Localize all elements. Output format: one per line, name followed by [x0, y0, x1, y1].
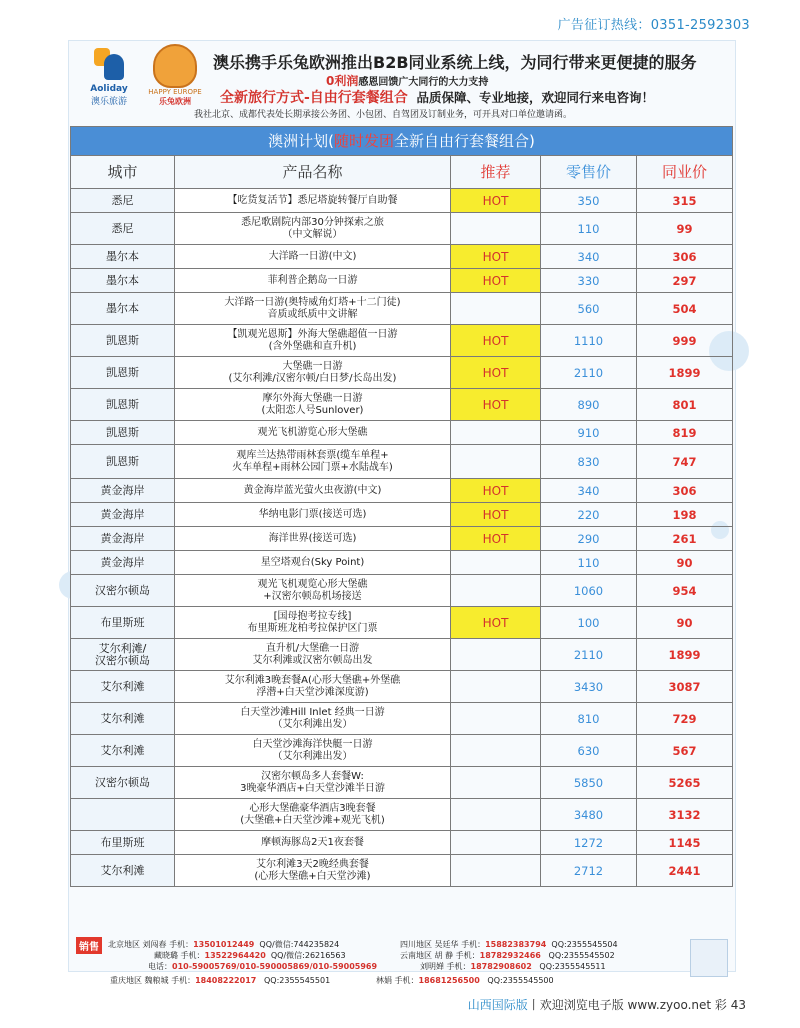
product-cell: 观光飞机游览心形大堡礁: [175, 421, 451, 445]
city-cell: 艾尔利滩: [71, 671, 175, 703]
col-retail: 零售价: [541, 156, 637, 189]
product-cell: 黄金海岸蓝光萤火虫夜游(中文): [175, 479, 451, 503]
retail-price-cell: 1272: [541, 831, 637, 855]
table-row: [71, 831, 733, 855]
trade-price-cell: 315: [637, 189, 733, 213]
product-cell: 菲利普企鹅岛一日游: [175, 269, 451, 293]
contact-line: 林娟 手机：18681256500 QQ:2355545500: [376, 976, 554, 985]
recommend-cell: HOT: [451, 357, 541, 389]
retail-price-cell: 1110: [541, 325, 637, 357]
table-row: [71, 767, 733, 799]
contact-line: 四川地区 吴廷华 手机：15882383794 QQ:2355545504: [400, 940, 618, 949]
table-row: [71, 189, 733, 213]
retail-price-cell: 340: [541, 245, 637, 269]
recommend-cell: [451, 855, 541, 887]
sales-tag: 销售: [76, 937, 102, 954]
headline: 澳乐携手乐兔欧洲推出B2B同业系统上线，为同行带来更便捷的服务: [213, 53, 697, 72]
happy-europe-logo: HAPPY EUROPE 乐兔欧洲: [146, 44, 204, 107]
city-cell: 凯恩斯: [71, 357, 175, 389]
table-row: [71, 389, 733, 421]
col-recommend: 推荐: [451, 156, 541, 189]
recommend-cell: [451, 831, 541, 855]
city-cell: 墨尔本: [71, 245, 175, 269]
trade-price-cell: 306: [637, 245, 733, 269]
contact-line: 刘明婵 手机：18782908602 QQ:2355545511: [420, 962, 606, 971]
table-row: [71, 607, 733, 639]
recommend-cell: HOT: [451, 607, 541, 639]
product-cell: 大堡礁一日游 (艾尔利滩/汉密尔顿/白日梦/长岛出发): [175, 357, 451, 389]
product-cell: 观光飞机观览心形大堡礁 +汉密尔顿岛机场接送: [175, 575, 451, 607]
trade-price-cell: 1145: [637, 831, 733, 855]
retail-price-cell: 910: [541, 421, 637, 445]
product-cell: 观库兰达热带雨林套票(缆车单程+ 火车单程+雨林公园门票+水陆战车): [175, 445, 451, 479]
trade-price-cell: 297: [637, 269, 733, 293]
trade-price-cell: 90: [637, 551, 733, 575]
slogan: 全新旅行方式-自由行套餐组合 品质保障、专业地接，欢迎同行来电咨询！: [220, 90, 655, 106]
city-cell: 艾尔利滩/ 汉密尔顿岛: [71, 639, 175, 671]
trade-price-cell: 747: [637, 445, 733, 479]
product-cell: 直升机/大堡礁一日游 艾尔利滩或汉密尔顿岛出发: [175, 639, 451, 671]
retail-price-cell: 5850: [541, 767, 637, 799]
hotline: 广告征订热线：0351-2592303: [557, 18, 750, 33]
table-row: [71, 703, 733, 735]
table-row: [71, 671, 733, 703]
table-row: [71, 213, 733, 245]
table-title: 澳洲计划(随时发团全新自由行套餐组合): [71, 127, 733, 156]
contact-line: 重庆地区 魏粮城 手机：18408222017 QQ:2355545501: [110, 976, 331, 985]
trade-price-cell: 5265: [637, 767, 733, 799]
trade-price-cell: 3132: [637, 799, 733, 831]
recommend-cell: [451, 213, 541, 245]
trade-price-cell: 198: [637, 503, 733, 527]
retail-price-cell: 890: [541, 389, 637, 421]
retail-price-cell: 2110: [541, 639, 637, 671]
product-cell: 摩顿海豚岛2天1夜套餐: [175, 831, 451, 855]
city-cell: 黄金海岸: [71, 503, 175, 527]
recommend-cell: HOT: [451, 479, 541, 503]
company-badge-icon: [690, 939, 728, 977]
retail-price-cell: 220: [541, 503, 637, 527]
retail-price-cell: 330: [541, 269, 637, 293]
trade-price-cell: 1899: [637, 357, 733, 389]
city-cell: 布里斯班: [71, 831, 175, 855]
product-cell: 白天堂沙滩海洋快艇一日游 （艾尔利滩出发）: [175, 735, 451, 767]
table-row: [71, 639, 733, 671]
recommend-cell: [451, 575, 541, 607]
trade-price-cell: 261: [637, 527, 733, 551]
product-cell: 星空塔观台(Sky Point): [175, 551, 451, 575]
city-cell: 凯恩斯: [71, 445, 175, 479]
product-cell: 海洋世界(接送可选): [175, 527, 451, 551]
trade-price-cell: 999: [637, 325, 733, 357]
trade-price-cell: 504: [637, 293, 733, 325]
city-cell: 艾尔利滩: [71, 855, 175, 887]
city-cell: 汉密尔顿岛: [71, 767, 175, 799]
subheadline: 0利润感恩回馈广大同行的大力支持: [326, 74, 489, 88]
trade-price-cell: 954: [637, 575, 733, 607]
trade-price-cell: 3087: [637, 671, 733, 703]
city-cell: 悉尼: [71, 189, 175, 213]
recommend-cell: HOT: [451, 189, 541, 213]
city-cell: 墨尔本: [71, 269, 175, 293]
trade-price-cell: 99: [637, 213, 733, 245]
product-cell: 【凯观光恩斯】外海大堡礁超值一日游 (含外堡礁和直升机): [175, 325, 451, 357]
product-cell: 艾尔利滩3天2晚经典套餐 (心形大堡礁+白天堂沙滩): [175, 855, 451, 887]
retail-price-cell: 110: [541, 213, 637, 245]
trade-price-cell: 819: [637, 421, 733, 445]
table-row: [71, 735, 733, 767]
contact-line: 藏晓璐 手机：13522964420 QQ/微信:26216563: [154, 951, 346, 960]
retail-price-cell: 290: [541, 527, 637, 551]
retail-price-cell: 110: [541, 551, 637, 575]
table-row: [71, 293, 733, 325]
product-cell: 白天堂沙滩Hill Inlet 经典一日游 （艾尔利滩出发）: [175, 703, 451, 735]
retail-price-cell: 2110: [541, 357, 637, 389]
retail-price-cell: 3430: [541, 671, 637, 703]
recommend-cell: [451, 671, 541, 703]
col-trade: 同业价: [637, 156, 733, 189]
contact-line: 电话：010-59005769/010-590005869/010-59005969: [148, 962, 378, 971]
product-cell: 汉密尔顿岛多人套餐W: 3晚豪华酒店+白天堂沙滩半日游: [175, 767, 451, 799]
trade-price-cell: 729: [637, 703, 733, 735]
recommend-cell: HOT: [451, 325, 541, 357]
retail-price-cell: 810: [541, 703, 637, 735]
city-cell: 艾尔利滩: [71, 703, 175, 735]
city-cell: 凯恩斯: [71, 389, 175, 421]
city-cell: 汉密尔顿岛: [71, 575, 175, 607]
retail-price-cell: 630: [541, 735, 637, 767]
recommend-cell: [451, 551, 541, 575]
city-cell: 布里斯班: [71, 607, 175, 639]
product-cell: 大洋路一日游(中文): [175, 245, 451, 269]
table-row: [71, 325, 733, 357]
col-product: 产品名称: [175, 156, 451, 189]
retail-price-cell: 560: [541, 293, 637, 325]
city-cell: [71, 799, 175, 831]
table-row: [71, 575, 733, 607]
table-row: [71, 245, 733, 269]
table-row: [71, 855, 733, 887]
table-row: [71, 527, 733, 551]
city-cell: 黄金海岸: [71, 527, 175, 551]
product-cell: [国母抱考拉专线] 布里斯班龙柏考拉保护区门票: [175, 607, 451, 639]
recommend-cell: [451, 735, 541, 767]
trade-price-cell: 801: [637, 389, 733, 421]
city-cell: 艾尔利滩: [71, 735, 175, 767]
table-row: [71, 445, 733, 479]
col-city: 城市: [71, 156, 175, 189]
product-cell: 艾尔利滩3晚套餐A(心形大堡礁+外堡礁 浮潜+白天堂沙滩深度游): [175, 671, 451, 703]
contact-line: 云南地区 胡 静 手机：18782932466 QQ:2355545502: [400, 951, 615, 960]
trade-price-cell: 2441: [637, 855, 733, 887]
city-cell: 悉尼: [71, 213, 175, 245]
recommend-cell: [451, 639, 541, 671]
city-cell: 墨尔本: [71, 293, 175, 325]
header-note: 我社北京、成都代表处长期承接公务团、小包团、自驾团及订制业务，可开具对口单位邀请函。: [194, 110, 573, 120]
product-cell: 大洋路一日游(奥特威角灯塔+十二门徒) 音质或纸质中文讲解: [175, 293, 451, 325]
recommend-cell: HOT: [451, 527, 541, 551]
recommend-cell: [451, 293, 541, 325]
table-row: [71, 799, 733, 831]
table-row: [71, 503, 733, 527]
trade-price-cell: 567: [637, 735, 733, 767]
aoliday-logo: Aoliday 澳乐旅游: [82, 46, 136, 107]
product-cell: 悉尼歌剧院内部30分钟探索之旅 （中文解说）: [175, 213, 451, 245]
city-cell: 黄金海岸: [71, 551, 175, 575]
trade-price-cell: 90: [637, 607, 733, 639]
price-table: [70, 126, 733, 887]
trade-price-cell: 306: [637, 479, 733, 503]
trade-price-cell: 1899: [637, 639, 733, 671]
table-row: [71, 421, 733, 445]
header: [68, 40, 734, 124]
city-cell: 黄金海岸: [71, 479, 175, 503]
product-cell: 摩尔外海大堡礁一日游 (太阳恋人号Sunlover): [175, 389, 451, 421]
retail-price-cell: 340: [541, 479, 637, 503]
city-cell: 凯恩斯: [71, 421, 175, 445]
product-cell: 心形大堡礁豪华酒店3晚套餐 (大堡礁+白天堂沙滩+观光飞机): [175, 799, 451, 831]
table-row: [71, 479, 733, 503]
recommend-cell: HOT: [451, 503, 541, 527]
sales-contacts: [70, 937, 732, 987]
page-footer: 山西国际版丨欢迎浏览电子版 www.zyoo.net 彩 43: [467, 998, 746, 1012]
retail-price-cell: 830: [541, 445, 637, 479]
recommend-cell: [451, 445, 541, 479]
recommend-cell: [451, 767, 541, 799]
recommend-cell: [451, 799, 541, 831]
city-cell: 凯恩斯: [71, 325, 175, 357]
recommend-cell: HOT: [451, 269, 541, 293]
retail-price-cell: 1060: [541, 575, 637, 607]
table-row: [71, 551, 733, 575]
product-cell: 华纳电影门票(接送可选): [175, 503, 451, 527]
recommend-cell: HOT: [451, 245, 541, 269]
product-cell: 【吃货复活节】悉尼塔旋转餐厅自助餐: [175, 189, 451, 213]
aoliday-logo-icon: [90, 46, 128, 84]
retail-price-cell: 2712: [541, 855, 637, 887]
table-header: [71, 156, 733, 189]
retail-price-cell: 3480: [541, 799, 637, 831]
dog-mascot-icon: [153, 44, 197, 88]
table-row: [71, 357, 733, 389]
recommend-cell: [451, 703, 541, 735]
recommend-cell: [451, 421, 541, 445]
retail-price-cell: 100: [541, 607, 637, 639]
retail-price-cell: 350: [541, 189, 637, 213]
recommend-cell: HOT: [451, 389, 541, 421]
contact-line: 北京地区 刘闯春 手机：13501012449 QQ/微信:744235824: [108, 940, 340, 949]
table-row: [71, 269, 733, 293]
